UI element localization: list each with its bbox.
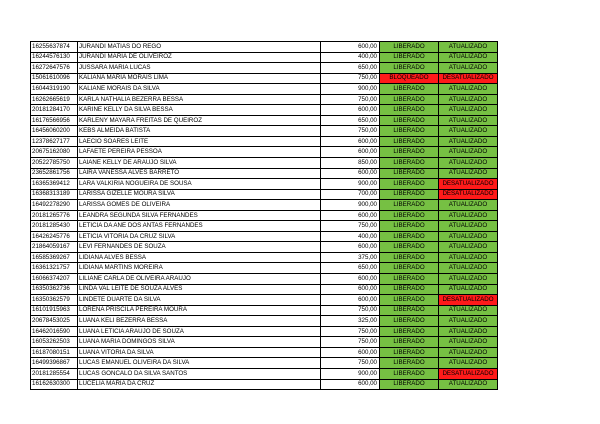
status-cell[interactable]: LIBERADO [380, 337, 439, 348]
id-cell[interactable]: 16255637874 [31, 42, 78, 53]
table-row [31, 231, 498, 242]
name-cell[interactable]: LAIRA VANESSA ALVES BARRETO [78, 168, 321, 179]
value-cell[interactable]: 750,00 [321, 337, 380, 348]
value-cell[interactable]: 600,00 [321, 147, 380, 158]
situation-cell[interactable]: ATUALIZADO [439, 168, 498, 179]
name-cell[interactable]: LORENA PRISCILA PEREIRA MOURA [78, 305, 321, 316]
status-cell[interactable]: LIBERADO [380, 168, 439, 179]
name-cell[interactable]: LAIANE KELLY DE ARAUJO SILVA [78, 158, 321, 169]
id-cell[interactable]: 23652861756 [31, 168, 78, 179]
id-cell[interactable]: 16350362579 [31, 295, 78, 306]
id-cell[interactable]: 20181265776 [31, 210, 78, 221]
situation-cell[interactable]: ATUALIZADO [439, 63, 498, 74]
value-cell[interactable]: 750,00 [321, 305, 380, 316]
id-cell[interactable]: 20181284170 [31, 105, 78, 116]
id-cell[interactable]: 21864059167 [31, 242, 78, 253]
situation-cell[interactable]: ATUALIZADO [439, 284, 498, 295]
value-cell[interactable]: 375,00 [321, 252, 380, 263]
situation-cell[interactable]: ATUALIZADO [439, 316, 498, 327]
name-cell[interactable]: LEANDRA SEGUNDA SILVA FERNANDES [78, 210, 321, 221]
id-cell[interactable]: 16262665619 [31, 94, 78, 105]
status-cell[interactable]: LIBERADO [380, 189, 439, 200]
situation-cell[interactable]: ATUALIZADO [439, 337, 498, 348]
id-cell[interactable]: 16492278290 [31, 200, 78, 211]
status-cell[interactable]: LIBERADO [380, 358, 439, 369]
name-cell[interactable]: LUCAS GONCALO DA SILVA SANTOS [78, 368, 321, 379]
value-cell[interactable]: 600,00 [321, 379, 380, 390]
value-cell[interactable]: 600,00 [321, 136, 380, 147]
status-cell[interactable]: LIBERADO [380, 368, 439, 379]
name-cell[interactable]: LEVI FERNANDES DE SOUZA [78, 242, 321, 253]
name-cell[interactable]: LETICIA DA ANE DOS ANTAS FERNANDES [78, 221, 321, 232]
situation-cell[interactable]: DESATUALIZADO [439, 73, 498, 84]
value-cell[interactable]: 900,00 [321, 200, 380, 211]
situation-cell[interactable]: ATUALIZADO [439, 379, 498, 390]
table-row [31, 168, 498, 179]
id-cell[interactable]: 16365369412 [31, 179, 78, 190]
status-cell[interactable]: LIBERADO [380, 200, 439, 211]
table-row [31, 242, 498, 253]
status-cell[interactable]: LIBERADO [380, 252, 439, 263]
name-cell[interactable]: LUCELIA MARIA DA CRUZ [78, 379, 321, 390]
situation-cell[interactable]: ATUALIZADO [439, 84, 498, 95]
value-cell[interactable]: 900,00 [321, 84, 380, 95]
status-cell[interactable]: LIBERADO [380, 284, 439, 295]
status-cell[interactable]: LIBERADO [380, 379, 439, 390]
table-row [31, 73, 498, 84]
status-cell[interactable]: LIBERADO [380, 221, 439, 232]
spreadsheet [30, 41, 498, 390]
id-cell[interactable]: 20181285430 [31, 221, 78, 232]
name-cell[interactable]: LINDETE DUARTE DA SILVA [78, 295, 321, 306]
value-cell[interactable]: 750,00 [321, 126, 380, 137]
name-cell[interactable]: LAECIO SOARES LEITE [78, 136, 321, 147]
table-row [31, 221, 498, 232]
situation-cell[interactable]: ATUALIZADO [439, 210, 498, 221]
status-cell[interactable]: LIBERADO [380, 147, 439, 158]
name-cell[interactable]: LUANA KELI BEZERRA BESSA [78, 316, 321, 327]
status-cell[interactable]: LIBERADO [380, 158, 439, 169]
id-cell[interactable]: 20181285554 [31, 368, 78, 379]
value-cell[interactable]: 600,00 [321, 168, 380, 179]
situation-cell[interactable]: ATUALIZADO [439, 115, 498, 126]
situation-cell[interactable]: ATUALIZADO [439, 200, 498, 211]
name-cell[interactable]: LAFAETE PEREIRA PESSOA [78, 147, 321, 158]
id-cell[interactable]: 16499396867 [31, 358, 78, 369]
id-cell[interactable]: 15061610096 [31, 73, 78, 84]
status-cell[interactable]: LIBERADO [380, 231, 439, 242]
status-cell[interactable]: LIBERADO [380, 105, 439, 116]
value-cell[interactable]: 325,00 [321, 316, 380, 327]
situation-cell[interactable]: ATUALIZADO [439, 347, 498, 358]
value-cell[interactable]: 850,00 [321, 158, 380, 169]
table-row [31, 337, 498, 348]
name-cell[interactable]: JURANDI MATIAS DO REGO [78, 42, 321, 53]
table-row [31, 189, 498, 200]
value-cell[interactable]: 600,00 [321, 347, 380, 358]
status-cell[interactable]: LIBERADO [380, 305, 439, 316]
id-cell[interactable]: 16101915963 [31, 305, 78, 316]
id-cell[interactable]: 16361321757 [31, 263, 78, 274]
name-cell[interactable]: LIDIANA MARTINS MOREIRA [78, 263, 321, 274]
name-cell[interactable]: LUANA LETICIA ARAUJO DE SOUZA [78, 326, 321, 337]
id-cell[interactable]: 20522785750 [31, 158, 78, 169]
status-cell[interactable]: BLOQUEADO [380, 73, 439, 84]
value-cell[interactable]: 600,00 [321, 284, 380, 295]
table-row [31, 200, 498, 211]
value-cell[interactable]: 600,00 [321, 295, 380, 306]
id-cell[interactable]: 16044319190 [31, 84, 78, 95]
table-row [31, 347, 498, 358]
situation-cell[interactable]: ATUALIZADO [439, 147, 498, 158]
situation-cell[interactable]: ATUALIZADO [439, 94, 498, 105]
name-cell[interactable]: LARISSA GOMES DE OLIVEIRA [78, 200, 321, 211]
beneficiary-table [30, 41, 498, 390]
situation-cell[interactable]: ATUALIZADO [439, 231, 498, 242]
table-row [31, 136, 498, 147]
id-cell[interactable]: 16272647576 [31, 63, 78, 74]
situation-cell[interactable]: DESATUALIZADO [439, 295, 498, 306]
name-cell[interactable]: LINDA VAL LEITE DE SOUZA ALVES [78, 284, 321, 295]
table-row [31, 210, 498, 221]
table-row [31, 358, 498, 369]
value-cell[interactable]: 900,00 [321, 368, 380, 379]
value-cell[interactable]: 650,00 [321, 63, 380, 74]
name-cell[interactable]: JUSSARA MARIA LUCAS [78, 63, 321, 74]
status-cell[interactable]: LIBERADO [380, 136, 439, 147]
situation-cell[interactable]: ATUALIZADO [439, 221, 498, 232]
table-row [31, 42, 498, 53]
name-cell[interactable]: LUANA VITORIA DA SILVA [78, 347, 321, 358]
name-cell[interactable]: LUCAS EMANUEL OLIVEIRA DA SILVA [78, 358, 321, 369]
status-cell[interactable]: LIBERADO [380, 126, 439, 137]
table-row [31, 147, 498, 158]
status-cell[interactable]: LIBERADO [380, 242, 439, 253]
id-cell[interactable]: 16426245776 [31, 231, 78, 242]
id-cell[interactable]: 16176566956 [31, 115, 78, 126]
situation-cell[interactable]: ATUALIZADO [439, 126, 498, 137]
value-cell[interactable]: 600,00 [321, 105, 380, 116]
situation-cell[interactable]: ATUALIZADO [439, 305, 498, 316]
name-cell[interactable]: KEBS ALMEIDA BATISTA [78, 126, 321, 137]
value-cell[interactable]: 400,00 [321, 231, 380, 242]
id-cell[interactable]: 16066374207 [31, 274, 78, 285]
situation-cell[interactable]: ATUALIZADO [439, 326, 498, 337]
status-cell[interactable]: LIBERADO [380, 326, 439, 337]
table-row [31, 284, 498, 295]
id-cell[interactable]: 16462016590 [31, 326, 78, 337]
name-cell[interactable]: LARISSA GIZELLE MOURA SILVA [78, 189, 321, 200]
table-row [31, 316, 498, 327]
id-cell[interactable]: 20678453025 [31, 316, 78, 327]
id-cell[interactable]: 16350362736 [31, 284, 78, 295]
value-cell[interactable]: 900,00 [321, 179, 380, 190]
table-row [31, 179, 498, 190]
situation-cell[interactable]: ATUALIZADO [439, 52, 498, 63]
table-row [31, 115, 498, 126]
value-cell[interactable]: 600,00 [321, 42, 380, 53]
status-cell[interactable]: LIBERADO [380, 115, 439, 126]
name-cell[interactable]: KARINE KELLY DA SILVA BESSA [78, 105, 321, 116]
situation-cell[interactable]: ATUALIZADO [439, 358, 498, 369]
status-cell[interactable]: LIBERADO [380, 63, 439, 74]
table-row [31, 326, 498, 337]
name-cell[interactable]: LETICIA VITORIA DA CRUZ SILVA [78, 231, 321, 242]
situation-cell[interactable]: ATUALIZADO [439, 274, 498, 285]
table-row [31, 263, 498, 274]
id-cell[interactable]: 16187080151 [31, 347, 78, 358]
table-row [31, 105, 498, 116]
status-cell[interactable]: LIBERADO [380, 263, 439, 274]
value-cell[interactable]: 750,00 [321, 358, 380, 369]
status-cell[interactable]: LIBERADO [380, 179, 439, 190]
id-cell[interactable]: 16244576130 [31, 52, 78, 63]
value-cell[interactable]: 600,00 [321, 274, 380, 285]
table-row [31, 305, 498, 316]
name-cell[interactable]: LILIANE CARLA DE OLIVEIRA ARAUJO [78, 274, 321, 285]
value-cell[interactable]: 400,00 [321, 52, 380, 63]
situation-cell[interactable]: DESATUALIZADO [439, 368, 498, 379]
name-cell[interactable]: KALIANA MARIA MORAIS LIMA [78, 73, 321, 84]
situation-cell[interactable]: ATUALIZADO [439, 158, 498, 169]
table-row [31, 158, 498, 169]
status-cell[interactable]: LIBERADO [380, 52, 439, 63]
id-cell[interactable]: 16162630300 [31, 379, 78, 390]
table-row [31, 295, 498, 306]
status-cell[interactable]: LIBERADO [380, 210, 439, 221]
status-cell[interactable]: LIBERADO [380, 94, 439, 105]
situation-cell[interactable]: DESATUALIZADO [439, 179, 498, 190]
table-row [31, 94, 498, 105]
table-row [31, 63, 498, 74]
situation-cell[interactable]: ATUALIZADO [439, 136, 498, 147]
situation-cell[interactable]: ATUALIZADO [439, 42, 498, 53]
value-cell[interactable]: 600,00 [321, 210, 380, 221]
status-cell[interactable]: LIBERADO [380, 347, 439, 358]
value-cell[interactable]: 750,00 [321, 73, 380, 84]
table-row [31, 52, 498, 63]
situation-cell[interactable]: ATUALIZADO [439, 105, 498, 116]
id-cell[interactable]: 12378627177 [31, 136, 78, 147]
id-cell[interactable]: 16368313189 [31, 189, 78, 200]
name-cell[interactable]: LARA VALKIRIA NOGUEIRA DE SOUSA [78, 179, 321, 190]
id-cell[interactable]: 20675162080 [31, 147, 78, 158]
name-cell[interactable]: LUANA MARIA DOMINGOS SILVA [78, 337, 321, 348]
value-cell[interactable]: 750,00 [321, 94, 380, 105]
table-row [31, 126, 498, 137]
table-row [31, 84, 498, 95]
value-cell[interactable]: 600,00 [321, 242, 380, 253]
name-cell[interactable]: KARLA NATHALIA BEZERRA BESSA [78, 94, 321, 105]
situation-cell[interactable]: ATUALIZADO [439, 263, 498, 274]
situation-cell[interactable]: DESATUALIZADO [439, 189, 498, 200]
status-cell[interactable]: LIBERADO [380, 295, 439, 306]
status-cell[interactable]: LIBERADO [380, 274, 439, 285]
status-cell[interactable]: LIBERADO [380, 42, 439, 53]
value-cell[interactable]: 700,00 [321, 189, 380, 200]
id-cell[interactable]: 16585369267 [31, 252, 78, 263]
name-cell[interactable]: LIDIANA ALVES BESSA [78, 252, 321, 263]
status-cell[interactable]: LIBERADO [380, 84, 439, 95]
table-row [31, 368, 498, 379]
value-cell[interactable]: 650,00 [321, 263, 380, 274]
value-cell[interactable]: 750,00 [321, 221, 380, 232]
id-cell[interactable]: 16053262503 [31, 337, 78, 348]
value-cell[interactable]: 650,00 [321, 115, 380, 126]
name-cell[interactable]: KALIANE MORAIS DA SILVA [78, 84, 321, 95]
table-row [31, 252, 498, 263]
table-row [31, 274, 498, 285]
status-cell[interactable]: LIBERADO [380, 316, 439, 327]
name-cell[interactable]: JURANDI MARIA DE OLIVEIROZ [78, 52, 321, 63]
table-row [31, 379, 498, 390]
name-cell[interactable]: KARLENY MAYARA FREITAS DE QUEIROZ [78, 115, 321, 126]
id-cell[interactable]: 16456060200 [31, 126, 78, 137]
situation-cell[interactable]: ATUALIZADO [439, 242, 498, 253]
value-cell[interactable]: 750,00 [321, 326, 380, 337]
situation-cell[interactable]: ATUALIZADO [439, 252, 498, 263]
